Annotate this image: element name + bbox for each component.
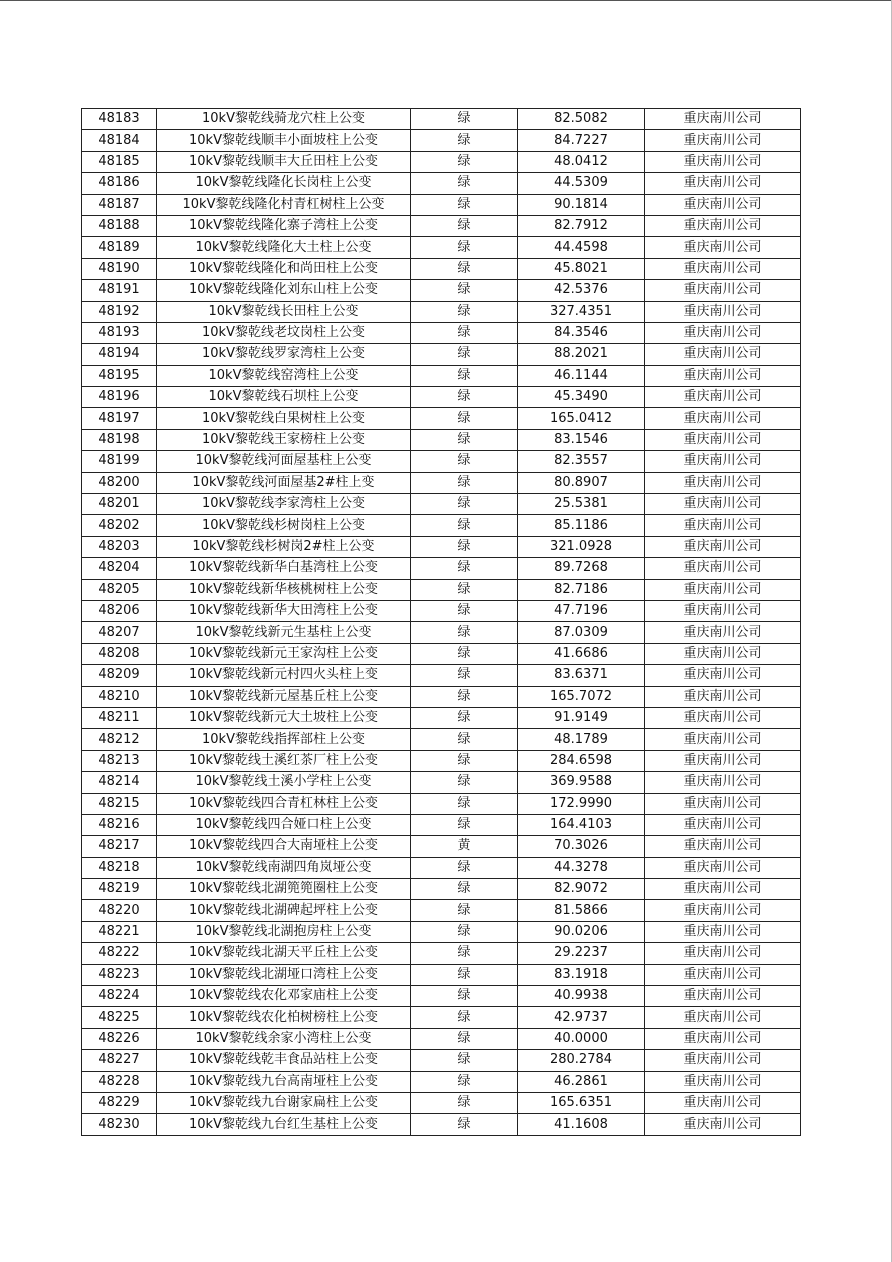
cell-color-status: 绿 (411, 130, 518, 151)
table-row (82, 686, 801, 707)
cell-name: 10kV黎乾线九台高南垭柱上公变 (157, 1071, 411, 1092)
cell-value: 25.5381 (518, 494, 645, 515)
cell-id: 48199 (82, 451, 157, 472)
cell-name: 10kV黎乾线南湖四角岚垭公变 (157, 857, 411, 878)
cell-value: 88.2021 (518, 344, 645, 365)
cell-name: 10kV黎乾线四合大南垭柱上公变 (157, 836, 411, 857)
table-row (82, 194, 801, 215)
cell-name: 10kV黎乾线新华大田湾柱上公变 (157, 600, 411, 621)
cell-id: 48209 (82, 665, 157, 686)
table-row (82, 280, 801, 301)
cell-id: 48221 (82, 921, 157, 942)
cell-value: 83.1918 (518, 964, 645, 985)
cell-color-status: 绿 (411, 1050, 518, 1071)
cell-name: 10kV黎乾线王家榜柱上公变 (157, 429, 411, 450)
table-row (82, 1050, 801, 1071)
cell-value: 280.2784 (518, 1050, 645, 1071)
cell-company: 重庆南川公司 (645, 365, 801, 386)
cell-company: 重庆南川公司 (645, 280, 801, 301)
cell-value: 82.9072 (518, 879, 645, 900)
table-row (82, 986, 801, 1007)
cell-color-status: 绿 (411, 943, 518, 964)
table-row (82, 344, 801, 365)
cell-company: 重庆南川公司 (645, 986, 801, 1007)
cell-value: 46.2861 (518, 1071, 645, 1092)
cell-name: 10kV黎乾线新元王家沟柱上公变 (157, 643, 411, 664)
table-row (82, 1071, 801, 1092)
cell-color-status: 绿 (411, 451, 518, 472)
table-row (82, 130, 801, 151)
table-row (82, 622, 801, 643)
cell-name: 10kV黎乾线河面屋基柱上公变 (157, 451, 411, 472)
cell-color-status: 绿 (411, 429, 518, 450)
cell-name: 10kV黎乾线隆化大土柱上公变 (157, 237, 411, 258)
cell-color-status: 绿 (411, 173, 518, 194)
table-row (82, 1092, 801, 1113)
cell-id: 48215 (82, 793, 157, 814)
cell-color-status: 黄 (411, 836, 518, 857)
cell-company: 重庆南川公司 (645, 686, 801, 707)
cell-name: 10kV黎乾线李家湾柱上公变 (157, 494, 411, 515)
cell-id: 48202 (82, 515, 157, 536)
cell-value: 82.7186 (518, 579, 645, 600)
table-row (82, 1114, 801, 1135)
cell-color-status: 绿 (411, 301, 518, 322)
cell-value: 46.1144 (518, 365, 645, 386)
cell-color-status: 绿 (411, 772, 518, 793)
cell-value: 165.6351 (518, 1092, 645, 1113)
cell-company: 重庆南川公司 (645, 237, 801, 258)
cell-color-status: 绿 (411, 1071, 518, 1092)
cell-color-status: 绿 (411, 515, 518, 536)
cell-value: 48.0412 (518, 151, 645, 172)
cell-company: 重庆南川公司 (645, 729, 801, 750)
cell-value: 44.3278 (518, 857, 645, 878)
cell-value: 82.3557 (518, 451, 645, 472)
cell-name: 10kV黎乾线农化邓家庙柱上公变 (157, 986, 411, 1007)
cell-company: 重庆南川公司 (645, 921, 801, 942)
cell-color-status: 绿 (411, 900, 518, 921)
cell-value: 47.7196 (518, 600, 645, 621)
cell-value: 284.6598 (518, 750, 645, 771)
cell-name: 10kV黎乾线北湖篼篼圈柱上公变 (157, 879, 411, 900)
cell-value: 44.4598 (518, 237, 645, 258)
cell-company: 重庆南川公司 (645, 964, 801, 985)
cell-name: 10kV黎乾线指挥部柱上公变 (157, 729, 411, 750)
cell-id: 48214 (82, 772, 157, 793)
table-row (82, 793, 801, 814)
cell-name: 10kV黎乾线新元屋基丘柱上公变 (157, 686, 411, 707)
table-row (82, 558, 801, 579)
cell-name: 10kV黎乾线北湖天平丘柱上公变 (157, 943, 411, 964)
cell-name: 10kV黎乾线四合娅口柱上公变 (157, 814, 411, 835)
cell-color-status: 绿 (411, 600, 518, 621)
cell-value: 80.8907 (518, 472, 645, 493)
cell-id: 48201 (82, 494, 157, 515)
cell-company: 重庆南川公司 (645, 494, 801, 515)
table-row (82, 643, 801, 664)
cell-value: 165.0412 (518, 408, 645, 429)
cell-value: 89.7268 (518, 558, 645, 579)
cell-value: 91.9149 (518, 707, 645, 728)
cell-company: 重庆南川公司 (645, 1050, 801, 1071)
table-row (82, 750, 801, 771)
cell-company: 重庆南川公司 (645, 879, 801, 900)
cell-id: 48223 (82, 964, 157, 985)
cell-value: 84.3546 (518, 322, 645, 343)
data-table (81, 108, 801, 1136)
cell-value: 81.5866 (518, 900, 645, 921)
cell-id: 48207 (82, 622, 157, 643)
cell-color-status: 绿 (411, 151, 518, 172)
cell-value: 83.6371 (518, 665, 645, 686)
cell-id: 48210 (82, 686, 157, 707)
cell-id: 48195 (82, 365, 157, 386)
table-row (82, 365, 801, 386)
cell-company: 重庆南川公司 (645, 579, 801, 600)
cell-value: 40.0000 (518, 1028, 645, 1049)
page-top-border (0, 0, 892, 1)
cell-value: 90.0206 (518, 921, 645, 942)
cell-company: 重庆南川公司 (645, 387, 801, 408)
cell-id: 48184 (82, 130, 157, 151)
cell-color-status: 绿 (411, 686, 518, 707)
table-row (82, 1007, 801, 1028)
cell-id: 48194 (82, 344, 157, 365)
cell-id: 48197 (82, 408, 157, 429)
cell-value: 90.1814 (518, 194, 645, 215)
table-row (82, 879, 801, 900)
cell-value: 82.5082 (518, 109, 645, 130)
cell-value: 42.5376 (518, 280, 645, 301)
table-row (82, 109, 801, 130)
cell-id: 48190 (82, 258, 157, 279)
cell-company: 重庆南川公司 (645, 173, 801, 194)
cell-id: 48224 (82, 986, 157, 1007)
cell-company: 重庆南川公司 (645, 451, 801, 472)
cell-color-status: 绿 (411, 793, 518, 814)
cell-color-status: 绿 (411, 215, 518, 236)
cell-id: 48204 (82, 558, 157, 579)
table-row (82, 472, 801, 493)
cell-company: 重庆南川公司 (645, 772, 801, 793)
cell-name: 10kV黎乾线北湖碑起坪柱上公变 (157, 900, 411, 921)
cell-id: 48212 (82, 729, 157, 750)
cell-company: 重庆南川公司 (645, 194, 801, 215)
table-row (82, 857, 801, 878)
cell-id: 48228 (82, 1071, 157, 1092)
cell-color-status: 绿 (411, 237, 518, 258)
table-row (82, 387, 801, 408)
cell-name: 10kV黎乾线隆化刘东山柱上公变 (157, 280, 411, 301)
cell-id: 48230 (82, 1114, 157, 1135)
cell-color-status: 绿 (411, 1028, 518, 1049)
cell-color-status: 绿 (411, 857, 518, 878)
table-row (82, 772, 801, 793)
cell-color-status: 绿 (411, 729, 518, 750)
cell-company: 重庆南川公司 (645, 151, 801, 172)
cell-name: 10kV黎乾线隆化长岗柱上公变 (157, 173, 411, 194)
cell-company: 重庆南川公司 (645, 1007, 801, 1028)
cell-company: 重庆南川公司 (645, 558, 801, 579)
table-row (82, 665, 801, 686)
cell-id: 48200 (82, 472, 157, 493)
cell-color-status: 绿 (411, 258, 518, 279)
cell-value: 87.0309 (518, 622, 645, 643)
cell-color-status: 绿 (411, 194, 518, 215)
table-row (82, 836, 801, 857)
cell-color-status: 绿 (411, 964, 518, 985)
cell-name: 10kV黎乾线新元村四火头柱上变 (157, 665, 411, 686)
table-row (82, 964, 801, 985)
cell-value: 41.6686 (518, 643, 645, 664)
cell-company: 重庆南川公司 (645, 344, 801, 365)
cell-color-status: 绿 (411, 750, 518, 771)
cell-company: 重庆南川公司 (645, 1092, 801, 1113)
cell-name: 10kV黎乾线隆化村青杠树柱上公变 (157, 194, 411, 215)
cell-value: 369.9588 (518, 772, 645, 793)
cell-name: 10kV黎乾线九台红生基柱上公变 (157, 1114, 411, 1135)
cell-color-status: 绿 (411, 921, 518, 942)
cell-value: 85.1186 (518, 515, 645, 536)
cell-company: 重庆南川公司 (645, 836, 801, 857)
cell-value: 41.1608 (518, 1114, 645, 1135)
cell-value: 48.1789 (518, 729, 645, 750)
cell-id: 48203 (82, 536, 157, 557)
cell-id: 48208 (82, 643, 157, 664)
cell-company: 重庆南川公司 (645, 600, 801, 621)
table-row (82, 494, 801, 515)
table-row (82, 429, 801, 450)
cell-value: 321.0928 (518, 536, 645, 557)
cell-name: 10kV黎乾线新华白基湾柱上公变 (157, 558, 411, 579)
cell-name: 10kV黎乾线杉树岗柱上公变 (157, 515, 411, 536)
cell-value: 70.3026 (518, 836, 645, 857)
cell-color-status: 绿 (411, 986, 518, 1007)
cell-color-status: 绿 (411, 1114, 518, 1135)
cell-company: 重庆南川公司 (645, 665, 801, 686)
cell-color-status: 绿 (411, 344, 518, 365)
cell-id: 48213 (82, 750, 157, 771)
cell-id: 48188 (82, 215, 157, 236)
cell-color-status: 绿 (411, 814, 518, 835)
cell-value: 45.3490 (518, 387, 645, 408)
cell-color-status: 绿 (411, 879, 518, 900)
cell-name: 10kV黎乾线河面屋基2#柱上变 (157, 472, 411, 493)
cell-id: 48225 (82, 1007, 157, 1028)
table-row (82, 536, 801, 557)
table-row (82, 322, 801, 343)
table-row (82, 408, 801, 429)
cell-color-status: 绿 (411, 558, 518, 579)
cell-name: 10kV黎乾线顺丰大丘田柱上公变 (157, 151, 411, 172)
cell-company: 重庆南川公司 (645, 643, 801, 664)
cell-id: 48219 (82, 879, 157, 900)
cell-color-status: 绿 (411, 109, 518, 130)
cell-company: 重庆南川公司 (645, 707, 801, 728)
table-row (82, 173, 801, 194)
cell-company: 重庆南川公司 (645, 793, 801, 814)
cell-color-status: 绿 (411, 322, 518, 343)
cell-id: 48229 (82, 1092, 157, 1113)
cell-name: 10kV黎乾线顺丰小面坡柱上公变 (157, 130, 411, 151)
table-row (82, 900, 801, 921)
cell-id: 48189 (82, 237, 157, 258)
table-row (82, 707, 801, 728)
cell-name: 10kV黎乾线杉树岗2#柱上公变 (157, 536, 411, 557)
cell-color-status: 绿 (411, 643, 518, 664)
cell-company: 重庆南川公司 (645, 515, 801, 536)
cell-company: 重庆南川公司 (645, 472, 801, 493)
cell-company: 重庆南川公司 (645, 943, 801, 964)
table-row (82, 515, 801, 536)
cell-name: 10kV黎乾线新元生基柱上公变 (157, 622, 411, 643)
cell-company: 重庆南川公司 (645, 258, 801, 279)
cell-color-status: 绿 (411, 622, 518, 643)
cell-name: 10kV黎乾线隆化和尚田柱上公变 (157, 258, 411, 279)
cell-id: 48198 (82, 429, 157, 450)
cell-company: 重庆南川公司 (645, 130, 801, 151)
cell-value: 83.1546 (518, 429, 645, 450)
cell-value: 40.9938 (518, 986, 645, 1007)
cell-value: 84.7227 (518, 130, 645, 151)
cell-color-status: 绿 (411, 665, 518, 686)
cell-name: 10kV黎乾线石坝柱上公变 (157, 387, 411, 408)
cell-id: 48216 (82, 814, 157, 835)
cell-value: 164.4103 (518, 814, 645, 835)
cell-company: 重庆南川公司 (645, 750, 801, 771)
cell-value: 172.9990 (518, 793, 645, 814)
table-row (82, 943, 801, 964)
cell-name: 10kV黎乾线长田柱上公变 (157, 301, 411, 322)
cell-company: 重庆南川公司 (645, 536, 801, 557)
table-row (82, 237, 801, 258)
cell-name: 10kV黎乾线乾丰食品站柱上公变 (157, 1050, 411, 1071)
cell-company: 重庆南川公司 (645, 429, 801, 450)
cell-name: 10kV黎乾线北湖垭口湾柱上公变 (157, 964, 411, 985)
table-row (82, 151, 801, 172)
cell-id: 48218 (82, 857, 157, 878)
cell-value: 44.5309 (518, 173, 645, 194)
cell-value: 82.7912 (518, 215, 645, 236)
cell-name: 10kV黎乾线九台谢家扁柱上公变 (157, 1092, 411, 1113)
cell-name: 10kV黎乾线四合青杠林柱上公变 (157, 793, 411, 814)
cell-company: 重庆南川公司 (645, 215, 801, 236)
cell-color-status: 绿 (411, 579, 518, 600)
cell-name: 10kV黎乾线罗家湾柱上公变 (157, 344, 411, 365)
cell-color-status: 绿 (411, 1092, 518, 1113)
cell-id: 48185 (82, 151, 157, 172)
table-row (82, 1028, 801, 1049)
cell-name: 10kV黎乾线新元大土坡柱上公变 (157, 707, 411, 728)
cell-name: 10kV黎乾线农化柏树榜柱上公变 (157, 1007, 411, 1028)
table-row (82, 258, 801, 279)
cell-color-status: 绿 (411, 536, 518, 557)
cell-id: 48220 (82, 900, 157, 921)
cell-value: 327.4351 (518, 301, 645, 322)
cell-company: 重庆南川公司 (645, 322, 801, 343)
cell-id: 48211 (82, 707, 157, 728)
cell-id: 48206 (82, 600, 157, 621)
cell-company: 重庆南川公司 (645, 857, 801, 878)
cell-color-status: 绿 (411, 494, 518, 515)
cell-name: 10kV黎乾线骑龙穴柱上公变 (157, 109, 411, 130)
cell-name: 10kV黎乾线隆化寨子湾柱上公变 (157, 215, 411, 236)
cell-name: 10kV黎乾线窑湾柱上公变 (157, 365, 411, 386)
cell-value: 45.8021 (518, 258, 645, 279)
cell-id: 48186 (82, 173, 157, 194)
table-row (82, 451, 801, 472)
table-row (82, 215, 801, 236)
cell-company: 重庆南川公司 (645, 109, 801, 130)
cell-company: 重庆南川公司 (645, 1071, 801, 1092)
cell-id: 48226 (82, 1028, 157, 1049)
cell-id: 48217 (82, 836, 157, 857)
cell-color-status: 绿 (411, 707, 518, 728)
cell-id: 48196 (82, 387, 157, 408)
cell-company: 重庆南川公司 (645, 814, 801, 835)
cell-id: 48222 (82, 943, 157, 964)
cell-company: 重庆南川公司 (645, 1114, 801, 1135)
cell-color-status: 绿 (411, 472, 518, 493)
cell-color-status: 绿 (411, 408, 518, 429)
cell-id: 48183 (82, 109, 157, 130)
cell-name: 10kV黎乾线北湖抱房柱上公变 (157, 921, 411, 942)
cell-id: 48187 (82, 194, 157, 215)
table-row (82, 301, 801, 322)
cell-value: 165.7072 (518, 686, 645, 707)
cell-name: 10kV黎乾线新华核桃树柱上公变 (157, 579, 411, 600)
table-row (82, 921, 801, 942)
cell-name: 10kV黎乾线土溪红茶厂柱上公变 (157, 750, 411, 771)
cell-id: 48205 (82, 579, 157, 600)
cell-color-status: 绿 (411, 365, 518, 386)
cell-id: 48227 (82, 1050, 157, 1071)
cell-company: 重庆南川公司 (645, 1028, 801, 1049)
cell-color-status: 绿 (411, 1007, 518, 1028)
cell-name: 10kV黎乾线余家小湾柱上公变 (157, 1028, 411, 1049)
cell-name: 10kV黎乾线老坟岗柱上公变 (157, 322, 411, 343)
cell-value: 29.2237 (518, 943, 645, 964)
cell-company: 重庆南川公司 (645, 408, 801, 429)
cell-value: 42.9737 (518, 1007, 645, 1028)
cell-company: 重庆南川公司 (645, 301, 801, 322)
table-row (82, 579, 801, 600)
cell-name: 10kV黎乾线土溪小学柱上公变 (157, 772, 411, 793)
cell-color-status: 绿 (411, 280, 518, 301)
table-row (82, 729, 801, 750)
cell-color-status: 绿 (411, 387, 518, 408)
cell-id: 48191 (82, 280, 157, 301)
cell-id: 48193 (82, 322, 157, 343)
cell-company: 重庆南川公司 (645, 622, 801, 643)
table-body (82, 109, 801, 1136)
table-row (82, 600, 801, 621)
cell-name: 10kV黎乾线白果树柱上公变 (157, 408, 411, 429)
cell-company: 重庆南川公司 (645, 900, 801, 921)
table-row (82, 814, 801, 835)
cell-id: 48192 (82, 301, 157, 322)
